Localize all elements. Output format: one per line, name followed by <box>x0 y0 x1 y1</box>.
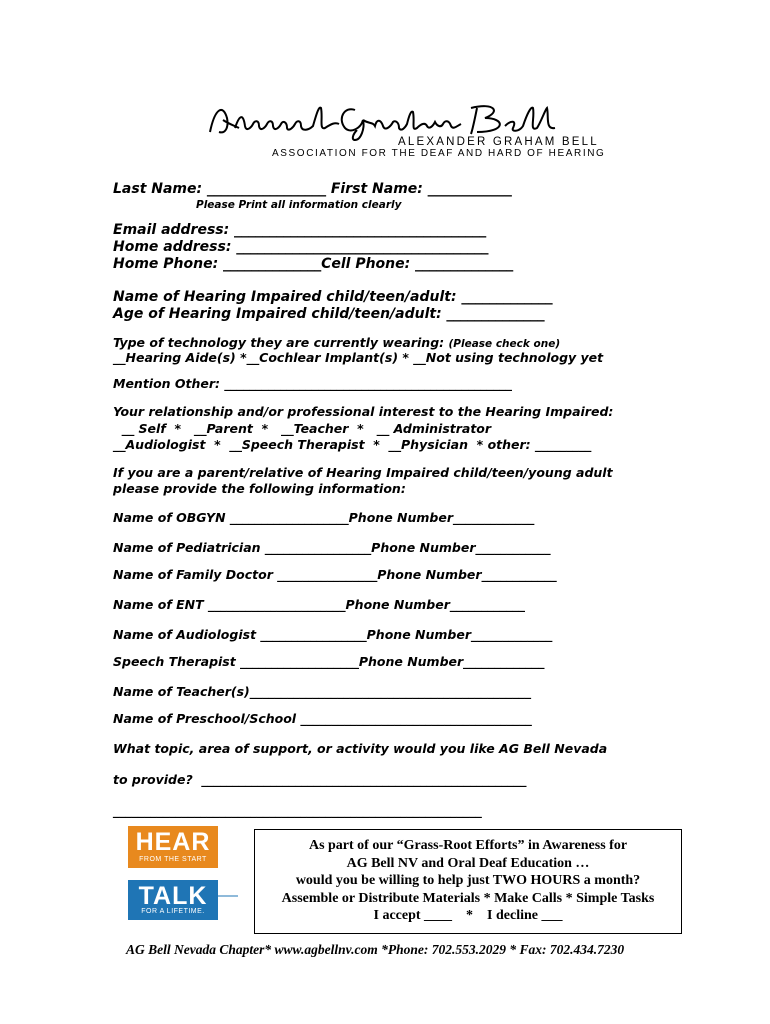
child-age-line: Age of Hearing Impaired child/teen/adult: ______________ <box>113 306 545 322</box>
technology-label: Type of technology they are currently wearing: (Please check one) <box>113 335 561 350</box>
accept-decline-line: I accept ____ * I decline ___ <box>373 908 563 923</box>
family-doctor-line: Name of Family Doctor ________________Phone Number____________ <box>113 567 557 582</box>
obgyn-line: Name of OBGYN ___________________Phone Number_____________ <box>113 510 535 525</box>
preschool-line: Name of Preschool/School _____________________________________ <box>113 711 532 726</box>
volunteer-box <box>254 829 682 934</box>
org-tagline: ASSOCIATION FOR THE DEAF AND HARD OF HEARING <box>272 148 606 159</box>
topic-line3: ___________________________________________________________ <box>113 803 482 818</box>
promo-line2: AG Bell NV and Oral Deaf Education … <box>346 856 590 871</box>
technology-options: __Hearing Aide(s) *__Cochlear Implant(s) * __Not using technology yet <box>113 350 604 365</box>
relationship-label: Your relationship and/or professional interest to the Hearing Impaired: <box>113 404 614 419</box>
promo-line1: As part of our “Grass-Root Efforts” in Awareness for <box>308 838 628 853</box>
email-line: Email address: ____________________________________ <box>113 222 487 238</box>
phones-line: Home Phone: ______________Cell Phone: ______________ <box>113 256 514 272</box>
promo-line4: Assemble or Distribute Materials * Make Calls * Simple Tasks <box>281 891 655 906</box>
speech-therapist-line: Speech Therapist ___________________Phone Number_____________ <box>113 654 545 669</box>
footer-contact: AG Bell Nevada Chapter* www.agbellnv.com *Phone: 702.553.2029 * Fax: 702.434.7230 <box>126 942 625 957</box>
from-start-text: FROM THE START <box>139 856 207 863</box>
audiologist-line: Name of Audiologist _________________Phone Number_____________ <box>113 627 553 642</box>
parent-note-line2: please provide the following information: <box>113 481 406 496</box>
talk-text: TALK <box>138 882 208 910</box>
pediatrician-line: Name of Pediatrician _________________Phone Number____________ <box>113 540 551 555</box>
org-name: ALEXANDER GRAHAM BELL <box>398 136 599 148</box>
relationship-options-row2: __Audiologist * __Speech Therapist * __Physician * other: _________ <box>113 437 592 452</box>
hear-talk-logo <box>128 826 218 920</box>
mention-other-line: Mention Other: ______________________________________________ <box>113 376 512 391</box>
topic-line1: What topic, area of support, or activity would you like AG Bell Nevada <box>113 741 608 756</box>
topic-line2: to provide? ____________________________________________________ <box>113 772 527 787</box>
parent-note-line1: If you are a parent/relative of Hearing Impaired child/teen/young adult <box>113 465 613 480</box>
teachers-line: Name of Teacher(s)_____________________________________________ <box>113 684 532 699</box>
last-first-name-line: Last Name: _________________ First Name: ____________ <box>113 181 512 197</box>
ent-line: Name of ENT ______________________Phone Number____________ <box>113 597 525 612</box>
child-name-line: Name of Hearing Impaired child/teen/adult: _____________ <box>113 289 553 305</box>
home-address-line: Home address: ____________________________________ <box>113 239 489 255</box>
lifetime-text: FOR A LIFETIME. <box>141 908 205 915</box>
promo-line3: would you be willing to help just TWO HOURS a month? <box>295 873 641 888</box>
print-note: Please Print all information clearly <box>196 199 402 211</box>
hear-text: HEAR <box>135 828 211 856</box>
relationship-options-row1: __ Self * __Parent * __Teacher * __ Administrator <box>113 421 492 436</box>
